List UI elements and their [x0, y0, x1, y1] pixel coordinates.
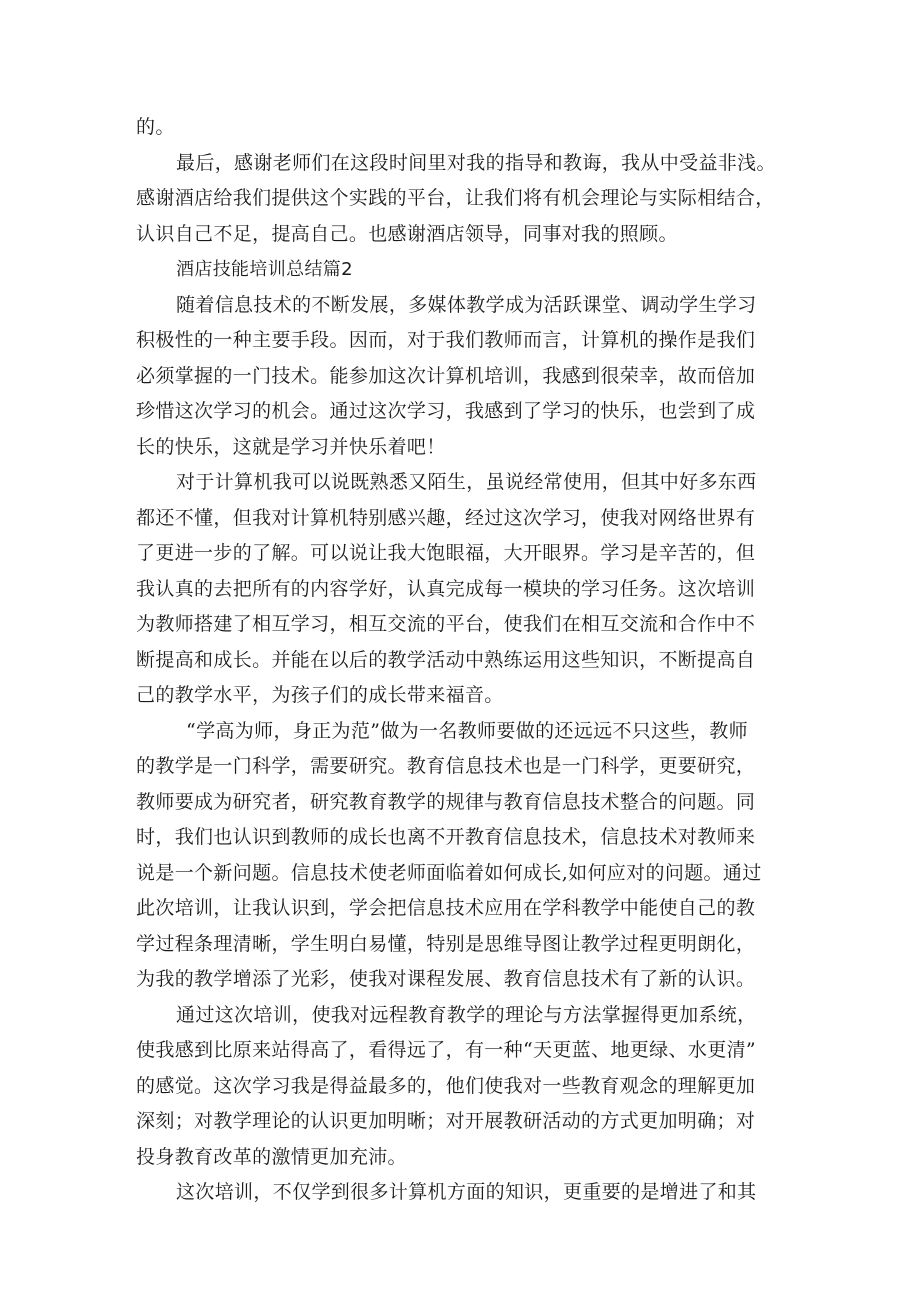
paragraph-start-line: 随着信息技术的不断发展，多媒体教学成为活跃课堂、调动学生学习 — [176, 293, 757, 316]
text-line: 的。 — [136, 116, 175, 138]
text-line: 此次培训，让我认识到，学会把信息技术应用在学科教学中能使自己的教 — [136, 897, 756, 919]
text-line: 投身教育改革的激情更加充沛。 — [136, 1145, 407, 1168]
text-line: 时，我们也认识到教师的成长也离不开教育信息技术，信息技术对教师来 — [136, 826, 756, 848]
text-line: 认识自己不足，提高自己。也感谢酒店领导，同事对我的照顾。 — [136, 222, 678, 245]
text-line: 感谢酒店给我们提供这个实践的平台，让我们将有机会理论与实际相结合， — [136, 187, 775, 209]
paragraph-start-line: “学高为师，身正为范”做为一名教师要做的还远远不只这些，教师 — [186, 719, 748, 742]
paragraph-start-line: 这次培训，不仅学到很多计算机方面的知识，更重要的是增进了和其 — [176, 1181, 757, 1203]
text-line: 己的教学水平，为孩子们的成长带来福音。 — [136, 684, 504, 706]
text-line: 积极性的一种主要手段。因而，对于我们教师而言，计算机的操作是我们 — [136, 329, 756, 351]
text-line: 断提高和成长。并能在以后的教学活动中熟练运用这些知识，不断提高自 — [136, 648, 756, 671]
text-line: 学过程条理清晰，学生明白易懂，特别是思维导图让教学过程更明朗化， — [136, 932, 756, 955]
text-line: 的感觉。这次学习我是得益最多的，他们使我对一些教育观念的理解更加 — [136, 1074, 756, 1097]
text-line: 使我感到比原来站得高了，看得远了，有一种“天更蓝、地更绿、水更清” — [136, 1039, 756, 1061]
text-line: 说是一个新问题。信息技术使老师面临着如何成长,如何应对的问题。通过 — [136, 861, 762, 884]
text-line: 必须掌握的一门技术。能参加这次计算机培训，我感到很荣幸，故而倍加 — [136, 364, 756, 387]
text-line: 的教学是一门科学，需要研究。教育信息技术也是一门科学，更要研究， — [136, 755, 756, 777]
paragraph-start-line: 对于计算机我可以说既熟悉又陌生，虽说经常使用，但其中好多东西 — [176, 471, 757, 493]
section-heading: 酒店技能培训总结篇2 — [176, 259, 353, 280]
text-line: 为我的教学增添了光彩，使我对课程发展、教育信息技术有了新的认识。 — [136, 968, 756, 990]
text-line: 教师要成为研究者，研究教育教学的规律与教育信息技术整合的问题。同 — [136, 790, 756, 813]
text-line: 深刻；对教学理论的认识更加明晰；对开展教研活动的方式更加明确；对 — [136, 1110, 756, 1132]
text-line: 了更进一步的了解。可以说让我大饱眼福，大开眼界。学习是辛苦的，但 — [136, 542, 756, 564]
text-line: 长的快乐，这就是学习并快乐着吧！ — [136, 435, 446, 458]
text-line: 我认真的去把所有的内容学好，认真完成每一模块的学习任务。这次培训 — [136, 577, 756, 600]
paragraph-start-line: 通过这次培训，使我对远程教育教学的理论与方法掌握得更加系统， — [176, 1003, 757, 1026]
text-line: 为教师搭建了相互学习，相互交流的平台，使我们在相互交流和合作中不 — [136, 613, 756, 635]
document-body — [136, 110, 788, 1211]
text-line: 珍惜这次学习的机会。通过这次学习，我感到了学习的快乐，也尝到了成 — [136, 400, 756, 422]
paragraph-start-line: 最后，感谢老师们在这段时间里对我的指导和教诲，我从中受益非浅。 — [176, 151, 776, 174]
text-line: 都还不懂，但我对计算机特别感兴趣，经过这次学习，使我对网络世界有 — [136, 506, 756, 529]
